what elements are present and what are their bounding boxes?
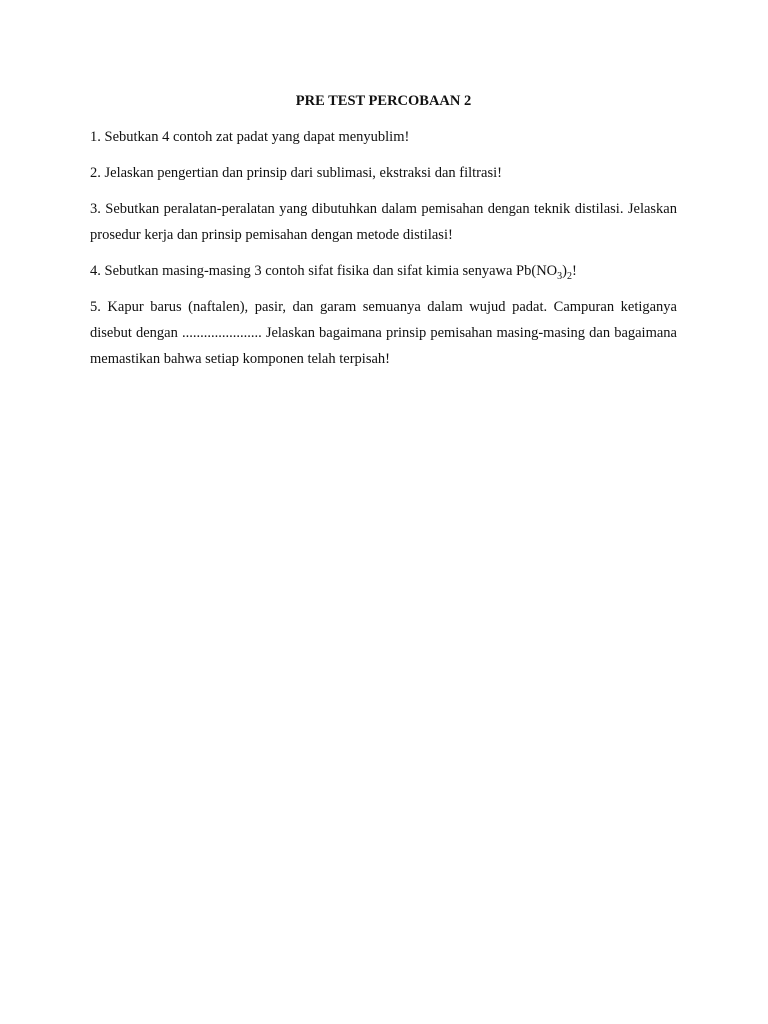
question-4 xyxy=(90,258,677,284)
question-2: 2. Jelaskan pengertian dan prinsip dari sublimasi, ekstraksi dan filtrasi! xyxy=(90,165,502,181)
document-content xyxy=(90,90,677,382)
question-4-text: 4. Sebutkan masing-masing 3 contoh sifat fisika dan sifat kimia senyawa Pb(NO xyxy=(90,263,558,279)
subscript-3: 3 xyxy=(557,270,563,282)
subscript-2: 2 xyxy=(566,270,572,282)
exclamation: ! xyxy=(571,263,577,279)
question-3: 3. Sebutkan peralatan-peralatan yang dibutuhkan dalam pemisahan dengan teknik distilasi. Jelaskan prosedur kerja dan prinsip pemisahan dengan metode distilasi! xyxy=(90,201,677,243)
closing-paren: ) xyxy=(562,263,567,279)
question-1: 1. Sebutkan 4 contoh zat padat yang dapat menyublim! xyxy=(90,129,410,145)
question-5: 5. Kapur barus (naftalen), pasir, dan garam semuanya dalam wujud padat. Campuran ketiganya disebut dengan ...................... Jelaskan bagaimana prinsip pemisahan masing-masing dan bagaimana memastikan bahwa setiap komponen telah terpisah! xyxy=(90,299,677,367)
document-title: PRE TEST PERCOBAAN 2 xyxy=(295,93,472,109)
